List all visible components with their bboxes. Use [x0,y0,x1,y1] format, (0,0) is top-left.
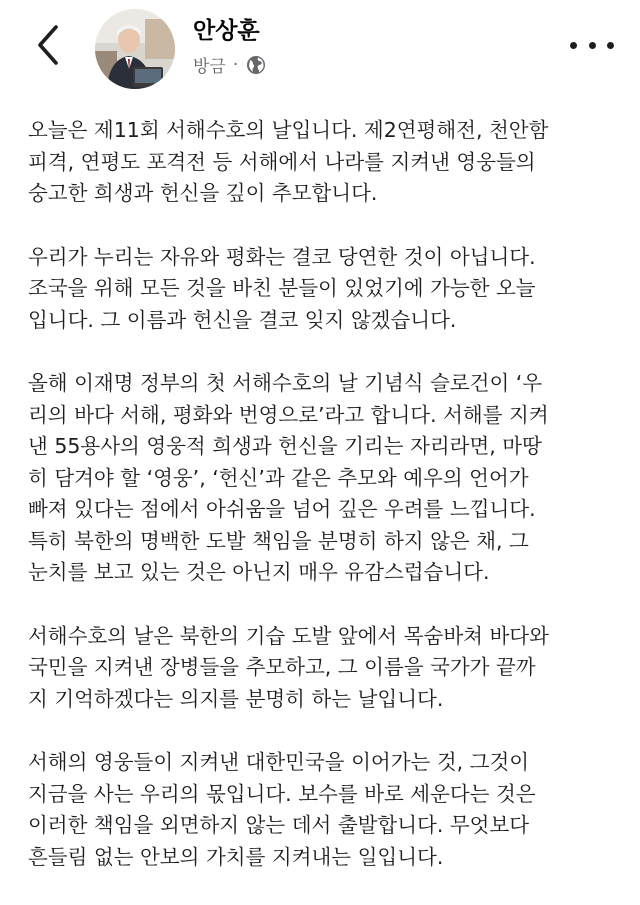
meta-separator: · [232,54,239,75]
post-text-line: 빠져 있다는 점에서 아쉬움을 넘어 깊은 우려를 느낍니다. [28,497,536,521]
post-text-line: 올해 이재명 정부의 첫 서해수호의 날 기념식 슬로건이 ‘우 [28,371,543,395]
post-paragraph [28,621,628,716]
post-text-line: 이러한 책임을 외면하지 않는 데서 출발합니다. 무엇보다 [28,813,530,837]
avatar-photo [95,9,175,89]
post-paragraph [28,242,628,337]
post-text-line: 흔들림 없는 안보의 가치를 지켜내는 일입니다. [28,844,444,869]
post-text-line: 리의 바다 서해, 평화와 번영으로’라고 합니다. 서해를 지켜 [28,402,549,427]
post-text-line: 오늘은 제11회 서해수호의 날입니다. 제2연평해전, 천안함 [28,118,549,142]
post-text-line: 서해수호의 날은 북한의 기습 도발 앞에서 목숨바쳐 바다와 [28,623,549,648]
author-name[interactable]: 안상훈 [193,18,260,44]
post-text-line: 숭고한 희생과 헌신을 깊이 추모합니다. [28,181,378,205]
chevron-left-icon [36,25,60,65]
post-text-line: 우리가 누리는 자유와 평화는 결코 당연한 것이 아닙니다. [28,244,536,269]
post-text-line: 서해의 영웅들이 지켜낸 대한민국을 이어가는 것, 그것이 [28,750,530,774]
more-options-button[interactable] [570,33,614,57]
post-text-line: 입니다. 그 이름과 헌신을 결코 잊지 않겠습니다. [28,307,457,332]
post-text-line: 히 담겨야 할 ‘영웅’, ‘헌신’과 같은 추모와 예우의 언어가 [28,465,529,490]
post-text-line: 지금을 사는 우리의 몫입니다. 보수를 바로 세운다는 것은 [28,781,536,806]
post-text-line: 낸 55용사의 영웅적 희생과 헌신을 기리는 자리라면, 마땅 [28,434,542,458]
more-horizontal-icon [607,42,614,49]
post-paragraph [28,368,628,589]
back-button[interactable] [28,22,68,68]
timestamp[interactable]: 방금 [193,57,226,77]
post-text-line: 눈치를 보고 있는 것은 아닌지 매우 유감스럽습니다. [28,560,490,584]
post-text-line: 국민을 지켜낸 장병들을 추모하고, 그 이름을 국가가 끝까 [28,655,536,679]
post-paragraph [28,747,628,873]
post-meta [193,52,266,77]
post-header [0,0,640,96]
post-text-line: 지 기억하겠다는 의지를 분명히 하는 날입니다. [28,686,444,711]
avatar[interactable] [95,9,175,89]
more-horizontal-icon [570,42,577,49]
post-body [28,115,628,905]
globe-icon[interactable] [246,55,266,75]
post-text-line: 특히 북한의 명백한 도발 책임을 분명히 하지 않은 채, 그 [28,528,529,553]
post-text-line: 피격, 연평도 포격전 등 서해에서 나라를 지켜낸 영웅들의 [28,149,536,174]
post-text-line: 조국을 위해 모든 것을 바친 분들이 있었기에 가능한 오늘 [28,276,536,300]
post-paragraph [28,115,628,210]
more-horizontal-icon [589,42,596,49]
